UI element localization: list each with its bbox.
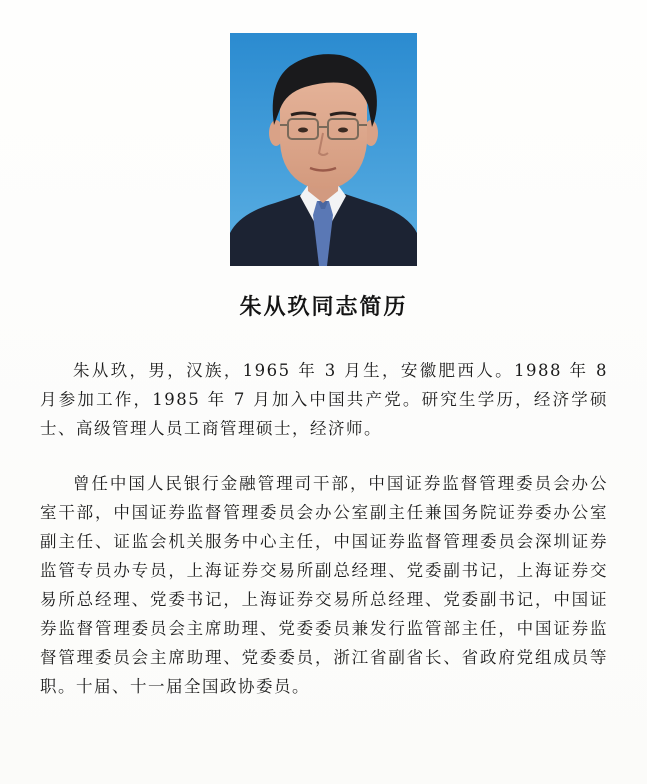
bio-paragraph-personal: 朱从玖，男，汉族，1965 年 3 月生，安徽肥西人。1988 年 8 月参加工作，1985 年 7 月加入中国共产党。研究生学历，经济学硕士、高级管理人员工商管理硕士，经济师。 [40, 361, 608, 438]
page-title: 朱从玖同志简历 [239, 295, 408, 320]
portrait-photo [230, 33, 417, 266]
portrait-illustration [230, 33, 417, 266]
bio-paragraph-career: 曾任中国人民银行金融管理司干部，中国证券监督管理委员会办公室干部，中国证券监督管理委员会办公室副主任兼国务院证券委办公室副主任、证监会机关服务中心主任，中国证券监督管理委员会深圳证券监管专员办专员，上海证券交易所副总经理、党委副书记，上海证券交易所总经理、党委书记，上海证券交易所总经理、党委副书记，中国证券监督管理委员会主席助理、党委委员兼发行监管部主任，中国证券监督管理委员会主席助理、党委委员，浙江省副省长、省政府党组成员等职。十届、十一届全国政协委员。 [40, 474, 608, 696]
